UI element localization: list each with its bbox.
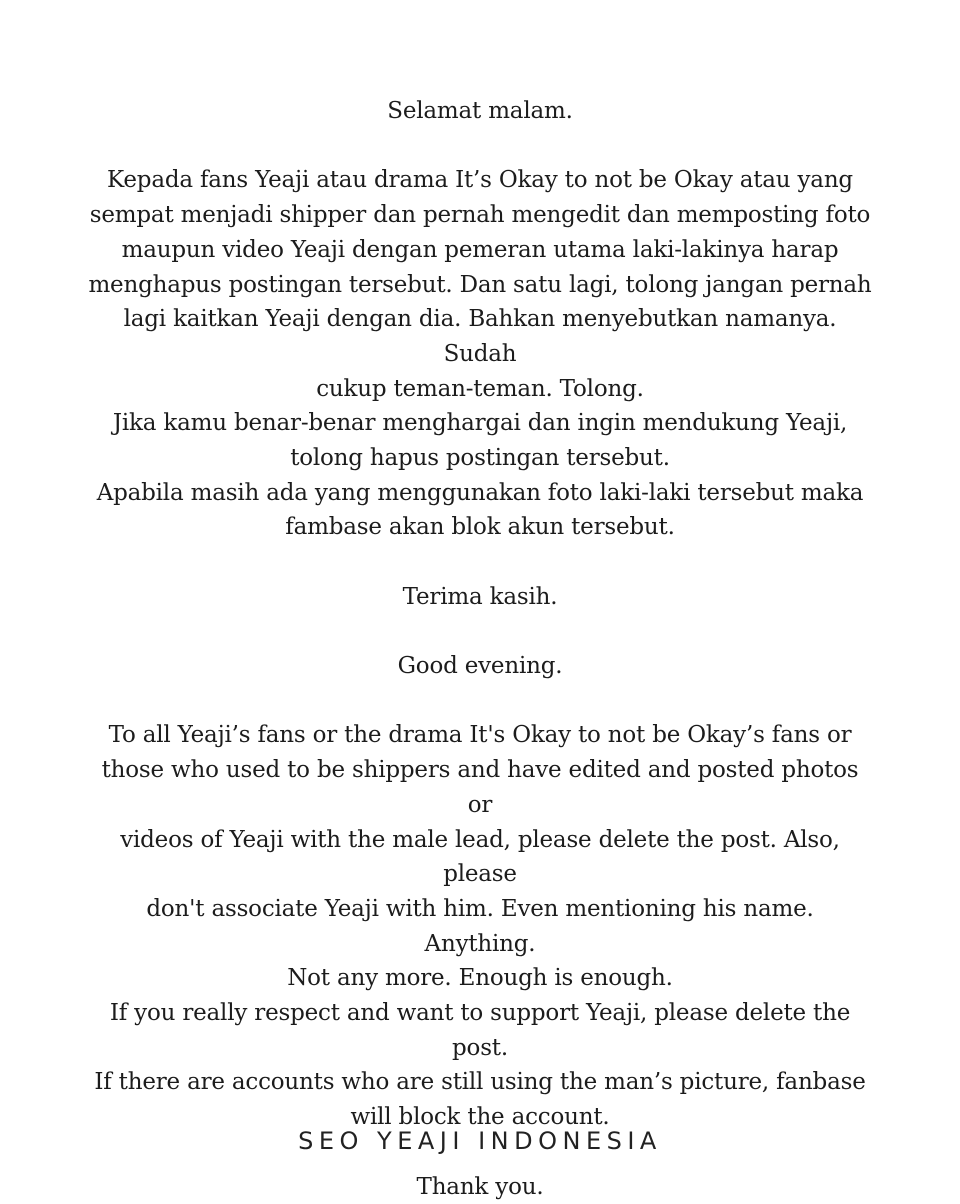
paragraph-gap <box>88 545 872 580</box>
english-line: will block the account. <box>350 1104 610 1131</box>
english-line: don't associate Yeaji with him. Even mentioning his name. Anything. <box>146 895 814 957</box>
indonesian-line: Kepada fans Yeaji atau drama It’s Okay to not be Okay atau yang <box>107 167 853 194</box>
indonesian-line: cukup teman-teman. Tolong. <box>316 375 644 402</box>
indonesian-line: menghapus postingan tersebut. Dan satu lagi, tolong jangan pernah <box>88 271 872 298</box>
indonesian-line: sempat menjadi shipper dan pernah mengedit dan memposting foto <box>89 202 871 229</box>
indonesian-line: tolong hapus postingan tersebut. <box>290 445 670 472</box>
indonesian-message <box>88 94 872 615</box>
english-line: If you really respect and want to support Yeaji, please delete the <box>109 1000 851 1027</box>
english-line: To all Yeaji’s fans or the drama It's Okay to not be Okay’s fans or <box>108 722 852 749</box>
english-line: If there are accounts who are still using the man’s picture, fanbase <box>94 1069 866 1096</box>
indonesian-line: fambase akan blok akun tersebut. <box>285 514 675 541</box>
indonesian-greeting: Selamat malam. <box>387 98 573 124</box>
paragraph-gap <box>88 684 872 719</box>
english-line: Not any more. Enough is enough. <box>287 965 673 992</box>
indonesian-line: lagi kaitkan Yeaji dengan dia. Bahkan menyebutkan namanya. Sudah <box>123 306 837 367</box>
english-line: videos of Yeaji with the male lead, please delete the post. Also, please <box>120 826 840 888</box>
english-line: those who used to be shippers and have edited and posted photos or <box>101 757 859 818</box>
paragraph-gap <box>88 129 872 164</box>
indonesian-line: Jika kamu benar-benar menghargai dan ingin mendukung Yeaji, <box>112 410 848 437</box>
indonesian-line: maupun video Yeaji dengan pemeran utama laki-lakinya harap <box>121 236 839 263</box>
fanbase-signature: SEO YEAJI INDONESIA <box>298 1127 662 1155</box>
indonesian-closing: Terima kasih. <box>402 583 558 610</box>
english-greeting: Good evening. <box>397 653 563 679</box>
english-line: post. <box>452 1034 508 1061</box>
indonesian-line: Apabila masih ada yang menggunakan foto laki-laki tersebut maka <box>96 479 864 506</box>
english-closing: Thank you. <box>416 1173 544 1200</box>
english-message <box>88 649 872 1204</box>
